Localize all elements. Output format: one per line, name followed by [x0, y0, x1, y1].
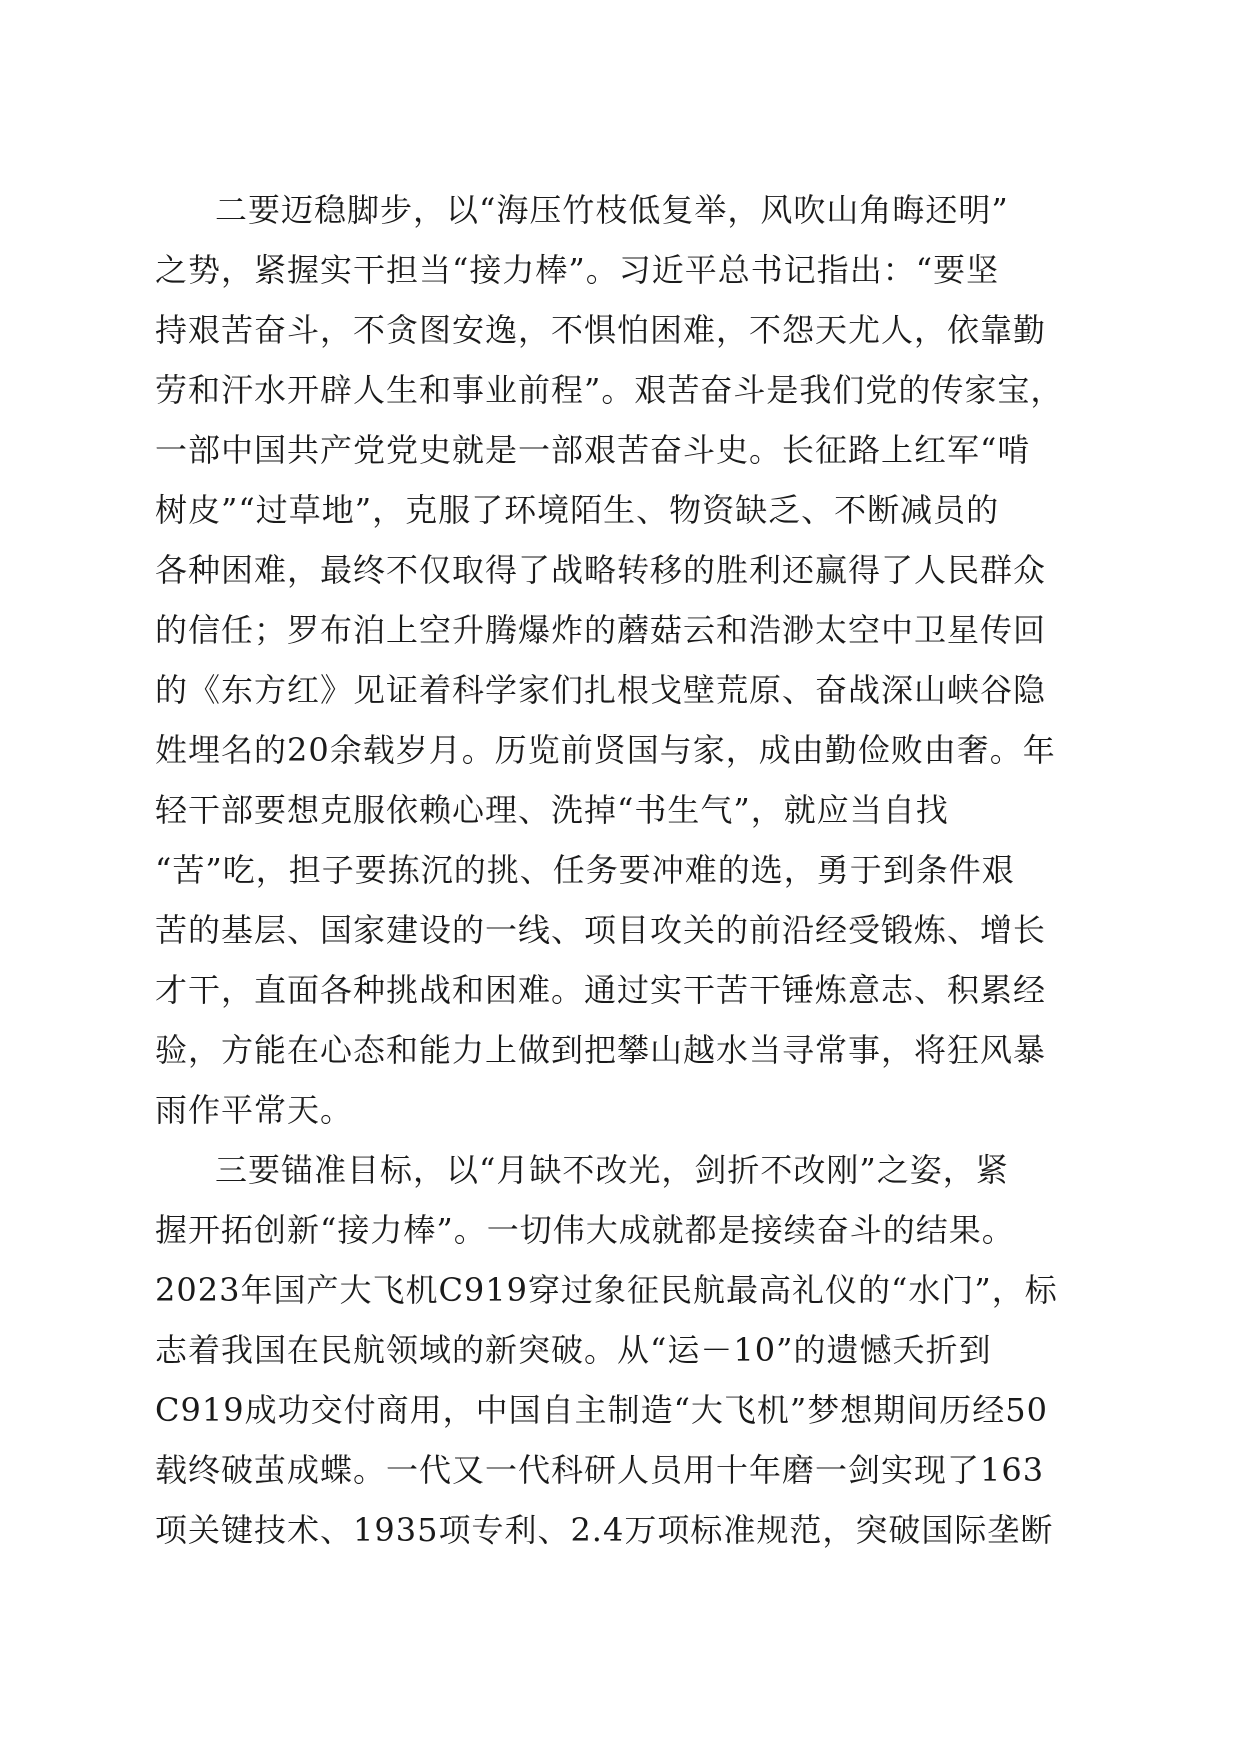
paragraph-2-line-4: 劳和汗水开辟人生和事业前程”。艰苦奋斗是我们党的传家宝，	[155, 371, 1064, 409]
paragraph-2-line-6: 树皮”“过草地”，克服了环境陌生、物资缺乏、不断减员的	[155, 491, 1000, 529]
paragraph-3-line-2: 握开拓创新“接力棒”。一切伟大成就都是接续奋斗的结果。	[155, 1211, 1015, 1249]
document-body	[155, 180, 1085, 1560]
paragraph-2-line-7: 各种困难，最终不仅取得了战略转移的胜利还赢得了人民群众	[155, 551, 1047, 589]
paragraph-2-line-15: 验，方能在心态和能力上做到把攀山越水当寻常事，将狂风暴	[155, 1031, 1047, 1069]
paragraph-2-line-9: 的《东方红》见证着科学家们扎根戈壁荒原、奋战深山峡谷隐	[155, 671, 1047, 709]
paragraph-2-line-14: 才干，直面各种挑战和困难。通过实干苦干锤炼意志、积累经	[155, 971, 1047, 1009]
paragraph-3-line-4: 志着我国在民航领域的新突破。从“运－10”的遗憾夭折到	[155, 1331, 992, 1369]
paragraph-2-line-11: 轻干部要想克服依赖心理、洗掉“书生气”，就应当自找	[155, 791, 949, 829]
paragraph-2-line-16: 雨作平常天。	[155, 1091, 354, 1129]
paragraph-2-line-8: 的信任；罗布泊上空升腾爆炸的蘑菇云和浩渺太空中卫星传回	[155, 611, 1047, 649]
paragraph-3-line-7: 项关键技术、1935项专利、2.4万项标准规范，突破国际垄断	[155, 1511, 1054, 1549]
paragraph-3-line-5: C919成功交付商用，中国自主制造“大飞机”梦想期间历经50	[155, 1391, 1049, 1429]
paragraph-2-line-3: 持艰苦奋斗，不贪图安逸，不惧怕困难，不怨天尤人，依靠勤	[155, 311, 1047, 349]
paragraph-2-line-12: “苦”吃，担子要拣沉的挑、任务要冲难的选，勇于到条件艰	[155, 851, 1015, 889]
paragraph-2-line-2: 之势，紧握实干担当“接力棒”。习近平总书记指出：“要坚	[155, 251, 1000, 289]
paragraph-2-line-13: 苦的基层、国家建设的一线、项目攻关的前沿经受锻炼、增长	[155, 911, 1047, 949]
paragraph-3-line-1: 三要锚准目标，以“月缺不改光，剑折不改刚”之姿，紧	[215, 1151, 1009, 1189]
paragraph-2-line-1: 二要迈稳脚步，以“海压竹枝低复举，风吹山角晦还明”	[215, 191, 1009, 229]
paragraph-2-line-5: 一部中国共产党党史就是一部艰苦奋斗史。长征路上红军“啃	[155, 431, 1031, 469]
paragraph-3-line-6: 载终破茧成蝶。一代又一代科研人员用十年磨一剑实现了163	[155, 1451, 1045, 1489]
paragraph-2-line-10: 姓埋名的20余载岁月。历览前贤国与家，成由勤俭败由奢。年	[155, 731, 1056, 769]
paragraph-3-line-3: 2023年国产大飞机C919穿过象征民航最高礼仪的“水门”，标	[155, 1271, 1058, 1309]
